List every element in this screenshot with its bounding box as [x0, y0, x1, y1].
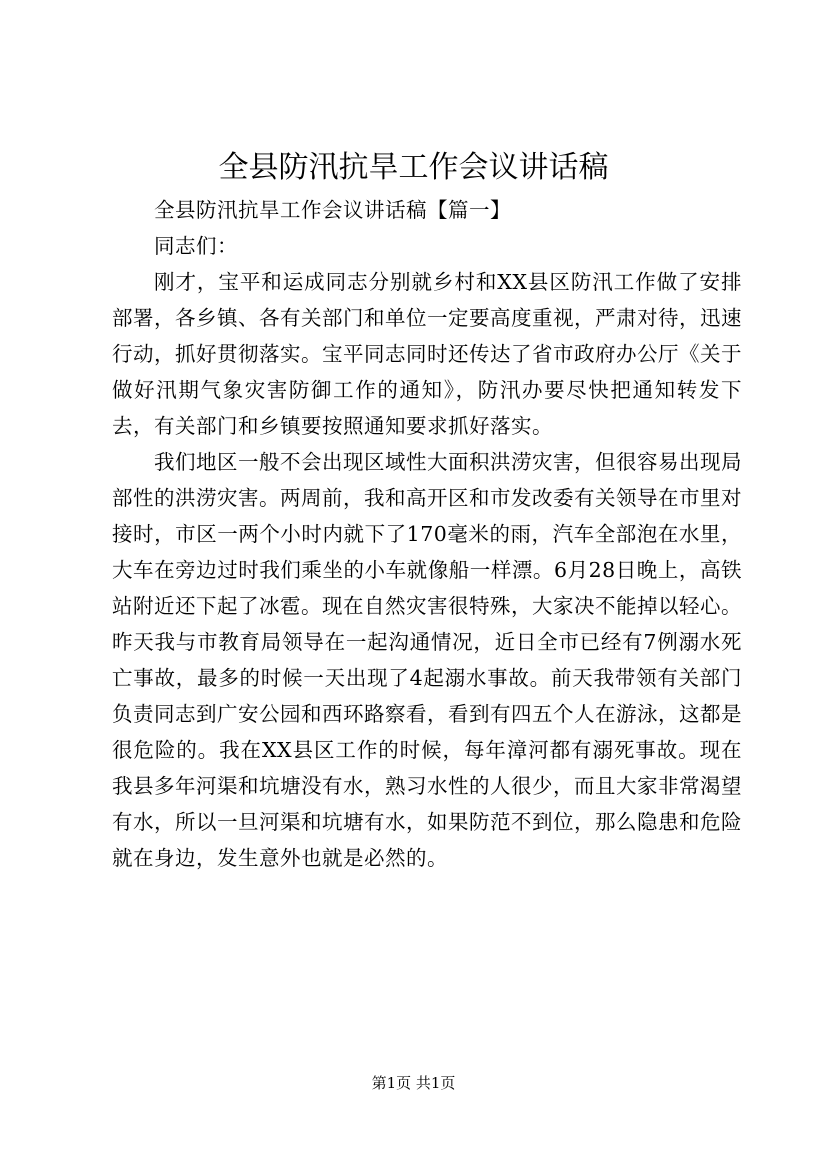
document-title: 全县防汛抗旱工作会议讲话稿 [218, 150, 609, 185]
section-heading: 全县防汛抗旱工作会议讲话稿【篇一】 [154, 198, 511, 222]
body-paragraph: 刚才，宝平和运成同志分别就乡村和XX县区防汛工作做了安排部署，各乡镇、各有关部门和单位一定要高度重视，严肃对待，迅速行动，抓好贯彻落实。宝平同志同时还传达了省市政府办公厅《关于做好汛期气象灾害防御工作的通知》，防汛办要尽快把通知转发下去，有关部门和乡镇要按照通知要求抓好落实。 [112, 270, 742, 438]
page-number-footer: 第1页 共1页 [371, 1074, 456, 1092]
document-body [112, 192, 742, 876]
body-paragraph: 我们地区一般不会出现区域性大面积洪涝灾害，但很容易出现局部性的洪涝灾害。两周前，我和高开区和市发改委有关领导在市里对接时，市区一两个小时内就下了170毫米的雨，汽车全部泡在水里，大车在旁边过时我们乘坐的小车就像船一样漂。6月28日晚上，高铁站附近还下起了冰雹。现在自然灾害很特殊，大家决不能掉以轻心。昨天我与市教育局领导在一起沟通情况，近日全市已经有7例溺水死亡事故，最多的时候一天出现了4起溺水事故。前天我带领有关部门负责同志到广安公园和西环路察看，看到有四五个人在游泳，这都是很危险的。我在XX县区工作的时候，每年漳河都有溺死事故。现在我县多年河渠和坑塘没有水，熟习水性的人很少，而且大家非常渴望有水，所以一旦河渠和坑塘有水，如果防范不到位，那么隐患和危险就在身边，发生意外也就是必然的。 [112, 450, 742, 870]
salutation: 同志们： [154, 234, 238, 258]
